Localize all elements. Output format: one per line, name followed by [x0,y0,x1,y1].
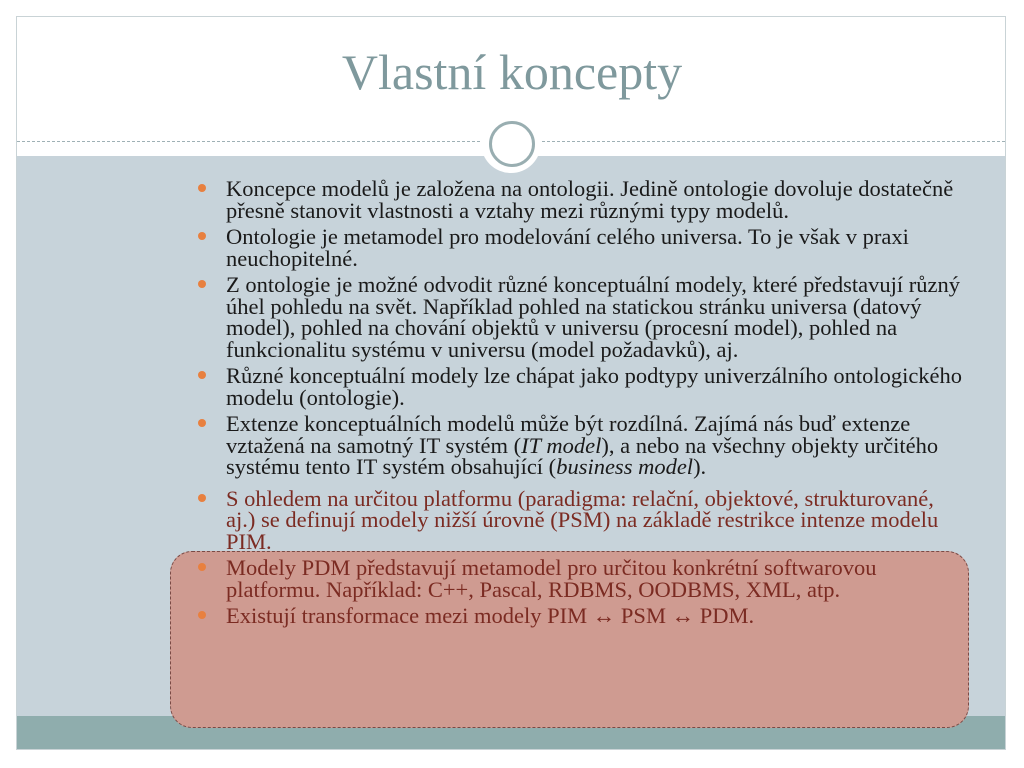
list-item [195,274,965,360]
list-item [195,178,965,221]
bullet-dot-icon [198,563,206,571]
bullet-text-part: ). [693,454,707,479]
bullet-text-part: ), a nebo na všechny objekty určitého systému tento IT systém obsahující ( [226,432,939,479]
circle-ring-icon [489,121,535,167]
list-item [195,485,965,554]
bullet-text: Koncepce modelů je založena na ontologii. Jedině ontologie dovoluje dostatečně přesně stanovit vlastnosti a vztahy mezi různými typy modelů. [226,176,954,223]
bullet-list [195,178,965,632]
bullet-dot-icon [198,611,206,619]
list-item [195,226,965,269]
bullet-text: Ontologie je metamodel pro modelování celého universa. To je však v praxi neuchopitelné. [226,224,909,271]
bullet-dot-icon [198,494,206,502]
list-item [195,557,965,600]
bullet-dot-icon [198,419,206,427]
list-item [195,413,965,478]
bullet-text-emphasis: business model [556,454,694,479]
bullet-text-emphasis: IT model [521,432,602,458]
list-item [195,605,965,627]
list-item [195,365,965,408]
bullet-dot-icon [198,184,206,192]
bullet-dot-icon [198,371,206,379]
bullet-text: Z ontologie je možné odvodit různé konceptuální modely, které představují různý úhel pohledu na svět. Například pohled na statickou stránku universa (datový model), pohled na chování objektů v universu (procesní model), pohled na funkcionalitu systému v universu (model požadavků), aj. [226,272,960,362]
bullet-text: Existují transformace mezi modely PIM ↔ PSM ↔ PDM. [226,603,755,628]
bullet-text: S ohledem na určitou platformu (paradigma: relační, objektové, strukturované, aj.) se definují modely nižší úrovně (PSM) na základě restrikce intenze modelu PIM. [226,485,939,554]
bullet-text: Modely PDM představují metamodel pro určitou konkrétní softwarovou platformu. Například: C++, Pascal, RDBMS, OODBMS, XML, atp. [226,555,877,602]
bullet-text: Různé konceptuální modely lze chápat jako podtypy univerzálního ontologického modelu (ontologie). [226,363,963,410]
slide-title: Vlastní koncepty [341,44,683,100]
bullet-text-part: Extenze konceptuálních modelů může být rozdílná. Zajímá nás buď extenze vztažená na samotný IT systém ( [226,411,911,458]
bullet-dot-icon [198,280,206,288]
bullet-dot-icon [198,232,206,240]
